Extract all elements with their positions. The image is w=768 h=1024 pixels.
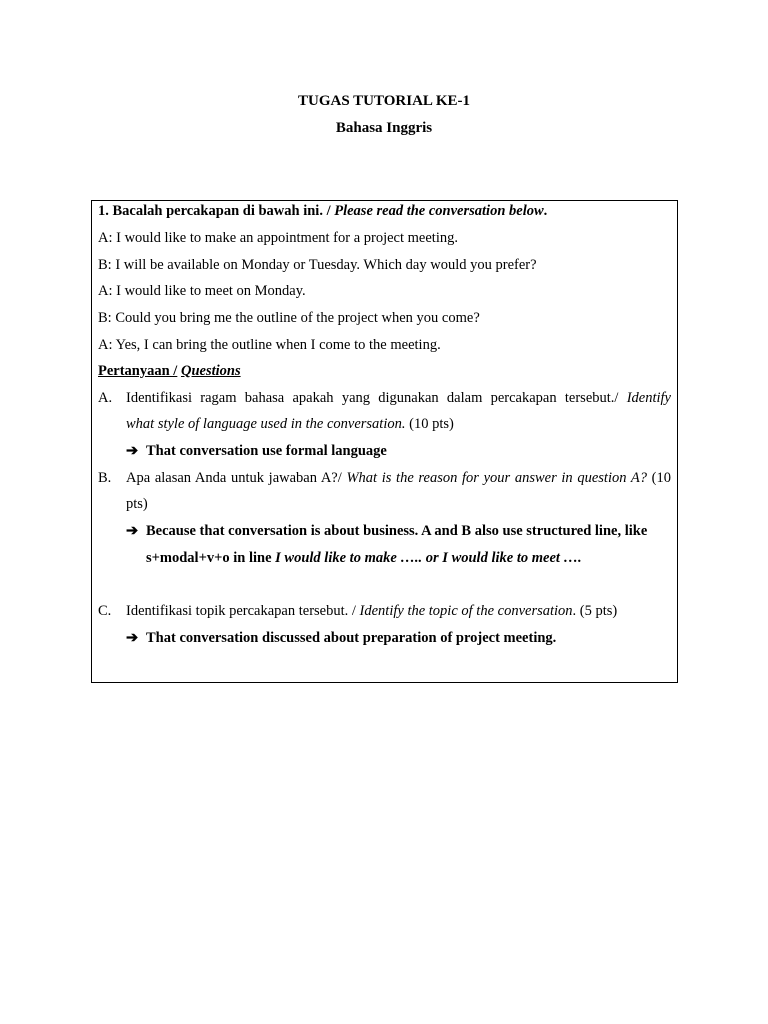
question-a-text-en: Identify: [626, 390, 671, 406]
conversation-line: B: Could you bring me the outline of the project when you come?: [98, 310, 480, 326]
arrow-right-icon: ➔: [126, 443, 139, 459]
question-b-points-cont: pts): [126, 496, 148, 512]
answer-c: [126, 629, 671, 647]
answer-a-text: That conversation use formal language: [146, 443, 387, 459]
conversation-line: B: I will be available on Monday or Tuesday. Which day would you prefer?: [98, 257, 537, 273]
question-a-text: Identifikasi ragam bahasa apakah yang digunakan dalam percakapan tersebut./: [126, 390, 619, 406]
question-b-line1: [126, 469, 671, 487]
instruction: [98, 202, 671, 220]
question-a-label: A.: [98, 390, 113, 406]
answer-b-line2: [126, 549, 671, 567]
question-a-line2: [126, 415, 671, 433]
conversation-line: A: I would like to meet on Monday.: [98, 283, 306, 299]
conversation-line: A: Yes, I can bring the outline when I come to the meeting.: [98, 337, 441, 353]
answer-b-line1: [126, 522, 671, 540]
question-b-text-en: What is the reason for your answer in question A?: [346, 470, 647, 486]
answer-a: [126, 442, 671, 460]
question-b-text: Apa alasan Anda untuk jawaban A?/: [126, 470, 342, 486]
answer-b-text-cont: s+modal+v+o in line: [146, 550, 272, 566]
question-c-label: C.: [98, 603, 112, 619]
question-c-text: Identifikasi topik percakapan tersebut. /: [126, 603, 356, 619]
page-title: TUGAS TUTORIAL KE-1: [298, 93, 470, 109]
instruction-bold: 1. Bacalah percakapan di bawah ini. /: [98, 203, 331, 219]
instruction-italic: Please read the conversation below: [334, 203, 544, 219]
answer-b-text: Because that conversation is about business. A and B also use structured line, like: [146, 523, 648, 539]
answer-c-text: That conversation discussed about preparation of project meeting.: [146, 630, 557, 646]
arrow-right-icon: ➔: [126, 630, 139, 646]
question-a-text-en-cont: what style of language used in the conversation.: [126, 416, 406, 432]
question-c-line1: [126, 602, 671, 620]
question-b-points: (10: [651, 470, 672, 486]
instruction-end: .: [543, 203, 548, 219]
question-a-points: (10 pts): [409, 416, 454, 432]
questions-heading-id: Pertanyaan /: [98, 363, 178, 379]
task-box: [91, 200, 678, 683]
question-c-text-en: Identify the topic of the conversation: [359, 603, 573, 619]
question-a-line1: [126, 389, 671, 407]
question-b-label: B.: [98, 470, 112, 486]
answer-b-example: I would like to make ….. or I would like to meet ….: [275, 550, 582, 566]
conversation-line: A: I would like to make an appointment for a project meeting.: [98, 230, 458, 246]
question-c-points: . (5 pts): [572, 603, 618, 619]
arrow-right-icon: ➔: [126, 523, 139, 539]
page-subtitle: Bahasa Inggris: [335, 120, 433, 136]
questions-heading: [98, 362, 671, 380]
questions-heading-en: Questions: [180, 363, 241, 379]
